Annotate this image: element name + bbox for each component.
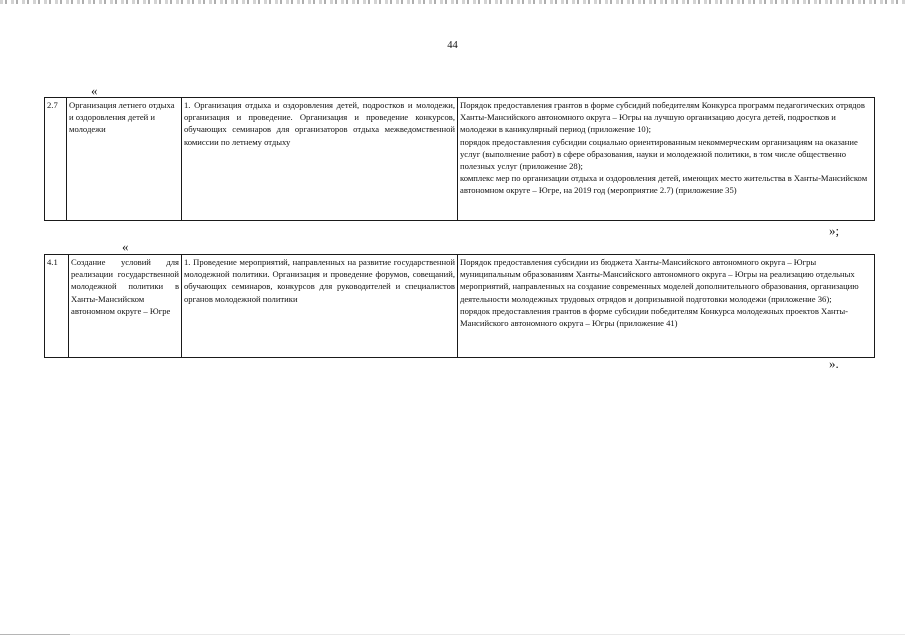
document-item: Порядок предоставления субсидии из бюджета Ханты-Мансийского автономного округа – Югры муниципальным образованиям Ханты-Мансийского автономного округа – Югры на реализацию отдельных мероприятий, направленных на создание современных моделей дополнительного образования, организацию деятельности молодежных трудовых отрядов и допризывной подготовки молодежи (приложение 36); [460,257,859,304]
row-title: Организация летнего отдыха и оздоровления детей и молодежи [67,98,182,221]
row-documents [458,98,875,221]
table-4-1 [44,254,875,358]
close-quote-1: »; [829,223,840,238]
scan-bottom-edge [0,634,905,635]
row-title: Создание условий для реализации государственной молодежной политики в Ханты-Мансийском автономном округе – Югре [69,255,182,358]
table-row [45,98,875,221]
row-number: 2.7 [45,98,67,221]
table-2-7 [44,97,875,221]
close-quote-2: ». [829,356,839,371]
row-activity: 1. Проведение мероприятий, направленных на развитие государственной молодежной политики. Организация и проведение форумов, совещаний, обучающих семинаров, конкурсов для руководителей и специалистов органов молодежной политики [182,255,458,358]
row-number: 4.1 [45,255,69,358]
document-item: порядок предоставления грантов в форме субсидии победителям Конкурса молодежных проектов Ханты-Мансийского автономного округа – Югры (приложение 41) [460,305,849,329]
table-row [45,255,875,358]
open-quote-2: « [122,239,129,254]
document-item: Порядок предоставления грантов в форме субсидий победителям Конкурса программ педагогических отрядов Ханты-Мансийского автономного округа – Югры на лучшую организацию досуга детей, подростков и молодежи в каникулярный период (приложение 10); [460,100,865,135]
document-item: комплекс мер по организации отдыха и оздоровления детей, имеющих место жительства в Ханты-Мансийском автономном округе – Югре, на 2019 год (мероприятие 2.7) (приложение 35) [460,173,868,196]
document-item: порядок предоставления субсидии социально ориентированным некоммерческим организациям на оказание услуг (выполнение работ) в сфере образования, науки и молодежной политики, в том числе общественно полезных услуг (приложение 28); [460,136,858,172]
open-quote-1: « [91,83,98,98]
row-documents [458,255,875,358]
row-activity: 1. Организация отдыха и оздоровления детей, подростков и молодежи, организация и проведение. Организация и проведение конкурсов, обучающих семинаров для организаторов отдыха межведомственной комиссии по летнему отдыху [182,98,458,221]
scan-top-edge [0,0,905,4]
page-number: 44 [447,40,458,51]
